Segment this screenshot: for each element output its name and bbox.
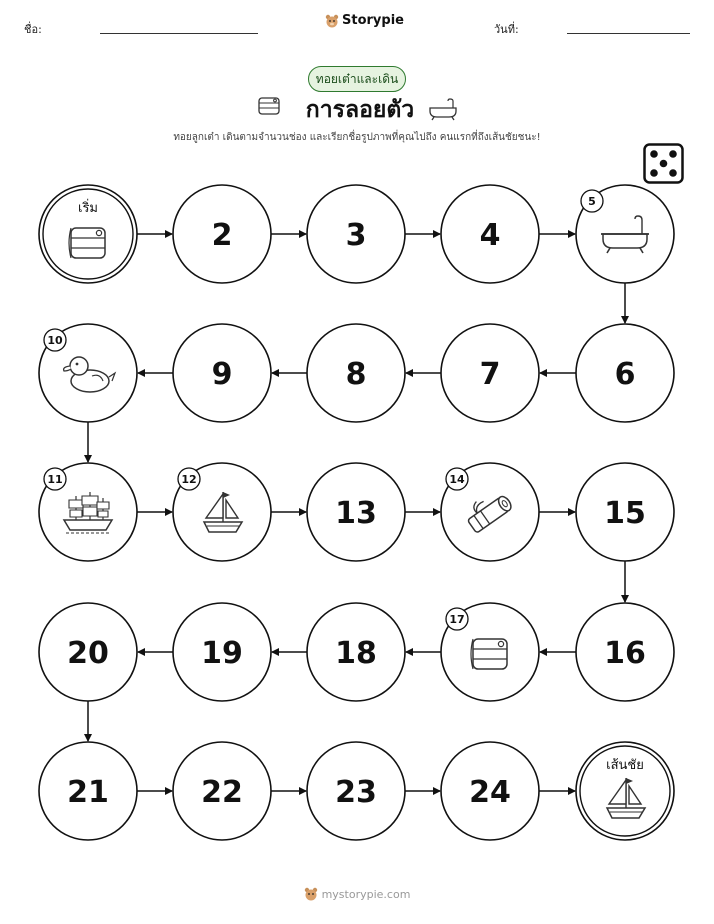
board-space-24[interactable] — [441, 742, 539, 840]
space-number: 21 — [67, 775, 109, 810]
board-space-6[interactable] — [576, 324, 674, 422]
space-number: 9 — [211, 357, 233, 392]
footer-site: mystorypie.com — [321, 887, 411, 901]
board-space-2[interactable] — [173, 185, 271, 283]
board-space-16[interactable] — [576, 603, 674, 701]
instructions-text: ทอยลูกเต๋า เดินตามจำนวนช่อง และเรียกชื่อรูปภาพที่คุณไปถึง คนแรกที่ถึงเส้นชัยชนะ! — [173, 132, 541, 143]
date-label: วันที่: — [494, 23, 519, 36]
space-number-badge: 11 — [47, 473, 63, 486]
board-space-4[interactable] — [441, 185, 539, 283]
board-space-7[interactable] — [441, 324, 539, 422]
game-type-badge: ทอยเต๋าและเดิน — [308, 66, 406, 92]
space-number: 22 — [201, 775, 243, 810]
armband-icon — [471, 639, 507, 669]
space-number: 4 — [479, 218, 501, 253]
board-space-20[interactable] — [39, 603, 137, 701]
finish-label: เส้นชัย — [606, 758, 644, 773]
name-label: ชื่อ: — [24, 23, 42, 36]
space-number-badge: 5 — [588, 195, 596, 208]
board-space-15[interactable] — [576, 463, 674, 561]
armband-icon — [69, 228, 105, 258]
board-space-12[interactable] — [173, 463, 271, 561]
space-number: 3 — [345, 218, 367, 253]
board-space-3[interactable] — [307, 185, 405, 283]
board-space-18[interactable] — [307, 603, 405, 701]
board-space-23[interactable] — [307, 742, 405, 840]
space-number-badge: 14 — [449, 473, 465, 486]
space-number: 24 — [469, 775, 511, 810]
space-number: 18 — [335, 636, 377, 671]
space-number: 20 — [67, 636, 109, 671]
board-space-17[interactable] — [441, 603, 539, 701]
board-space-21[interactable] — [39, 742, 137, 840]
footer — [0, 887, 714, 901]
brand-name: Storypie — [342, 13, 404, 28]
space-number: 13 — [335, 496, 377, 531]
board-space-10[interactable] — [39, 324, 137, 422]
board-space-14[interactable] — [441, 463, 539, 561]
space-number: 2 — [211, 218, 233, 253]
space-number-badge: 10 — [47, 334, 63, 347]
board-space-9[interactable] — [173, 324, 271, 422]
space-number-badge: 12 — [181, 473, 197, 486]
start-space[interactable] — [39, 185, 137, 283]
board-space-11[interactable] — [39, 463, 137, 561]
space-number: 16 — [604, 636, 646, 671]
board-space-8[interactable] — [307, 324, 405, 422]
bear-footer-icon — [304, 887, 318, 901]
page-title: การลอยตัว — [305, 97, 415, 123]
start-label: เริ่ม — [78, 201, 98, 216]
space-number: 6 — [614, 357, 636, 392]
finish-space[interactable] — [576, 742, 674, 840]
space-number-badge: 17 — [449, 613, 465, 626]
space-number: 7 — [479, 357, 501, 392]
space-number: 19 — [201, 636, 243, 671]
board-space-22[interactable] — [173, 742, 271, 840]
space-number: 15 — [604, 496, 646, 531]
space-number: 23 — [335, 775, 377, 810]
board-space-13[interactable] — [307, 463, 405, 561]
board-space-5[interactable] — [576, 185, 674, 283]
board-space-19[interactable] — [173, 603, 271, 701]
space-number: 8 — [345, 357, 367, 392]
